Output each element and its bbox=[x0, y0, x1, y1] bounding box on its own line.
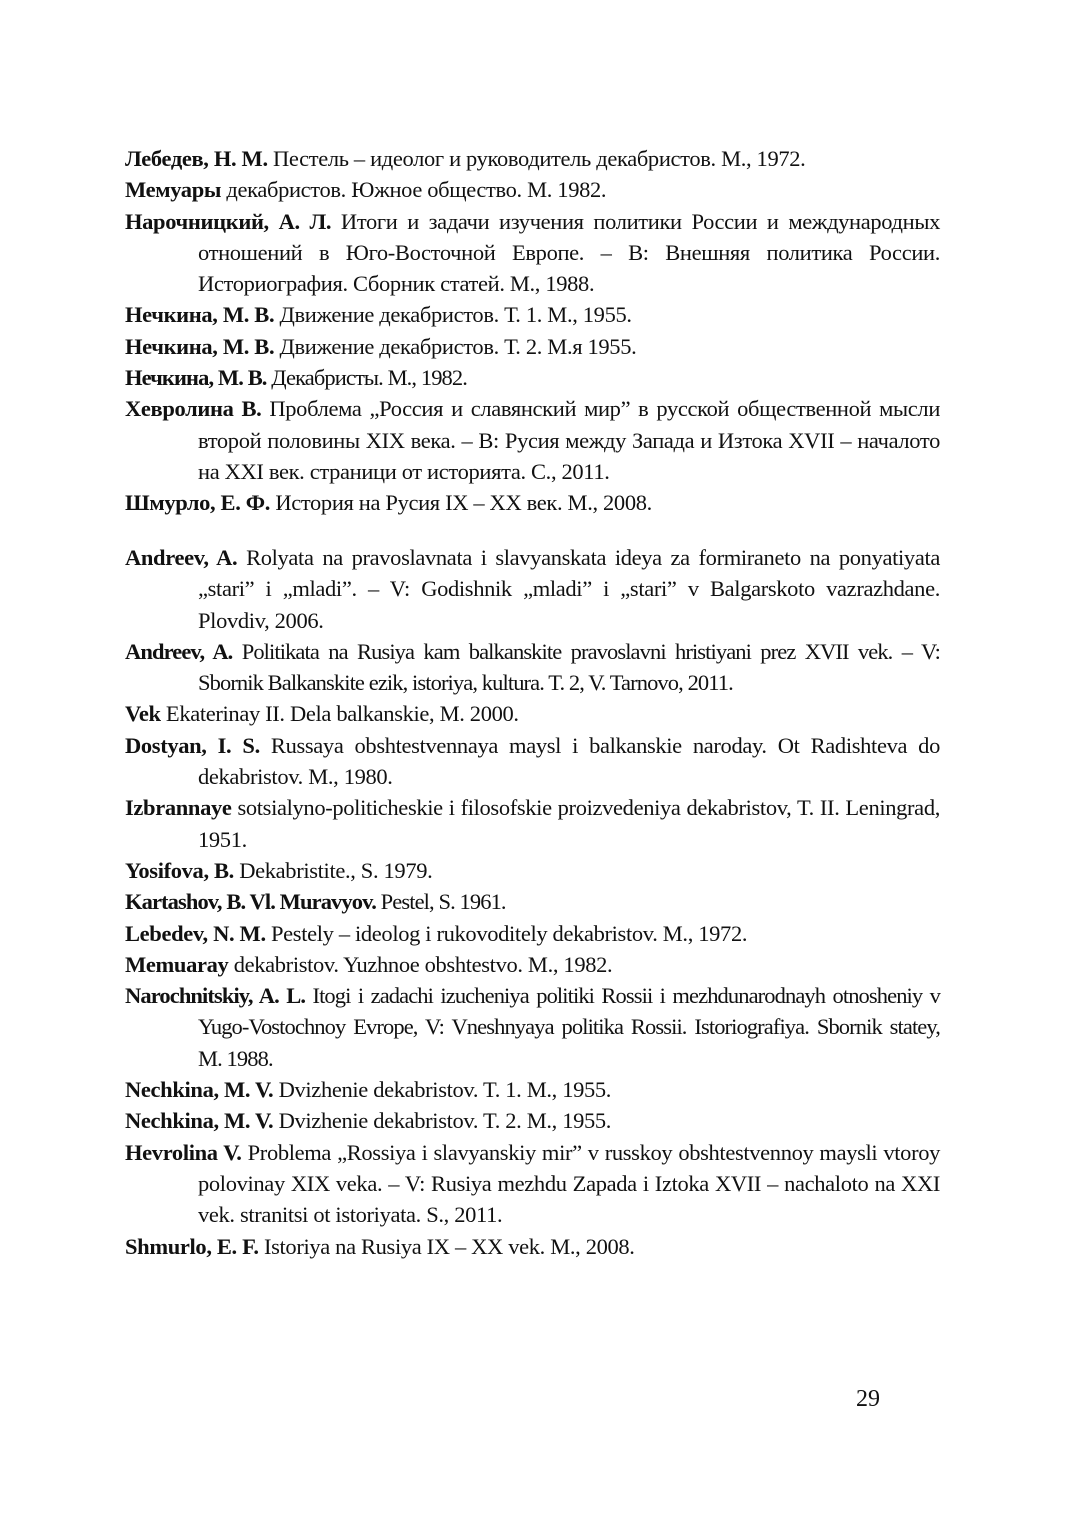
bib-author: Nechkina, M. V. bbox=[125, 1108, 274, 1134]
bib-text: Dvizhenie dekabristov. T. 2. M., 1955. bbox=[278, 1108, 612, 1134]
bib-entry bbox=[125, 918, 940, 949]
bib-entry bbox=[125, 174, 940, 205]
bib-text: Politikata na Rusiya kam balkanskite pravoslavni hristiyani prez XVII vek. – V: Sbornik Balkanskite ezik, istoriya, kultura. T. 2, V. Tarnovo, 2011. bbox=[198, 638, 940, 696]
bib-entry bbox=[125, 636, 940, 699]
bibliography-cyrillic bbox=[125, 143, 940, 519]
bib-entry bbox=[125, 1137, 940, 1231]
bib-entry bbox=[125, 886, 940, 917]
bib-entry bbox=[125, 331, 940, 362]
bib-entry bbox=[125, 393, 940, 487]
bib-author: Memuaray bbox=[125, 951, 229, 977]
bib-author: Лебедев, Н. М. bbox=[125, 146, 268, 171]
bib-author: Нечкина, М. В. bbox=[125, 365, 267, 391]
bib-text: Dekabristite., S. 1979. bbox=[239, 857, 433, 883]
bib-author: Narochnitskiy, A. L. bbox=[125, 983, 306, 1009]
bib-entry bbox=[125, 792, 940, 855]
bib-entry bbox=[125, 1231, 940, 1262]
bib-text: Rolyata na pravoslavnata i slavyanskata ideya za formiraneto na ponyatiyata „stari” i „mladi”. – V: Godishnik „mladi” i „stari” v Balgarskoto vazrazhdane. Plovdiv, 2006. bbox=[198, 545, 940, 633]
bib-text: Движение декабристов. Т. 2. М.я 1955. bbox=[279, 333, 637, 359]
bib-entry bbox=[125, 949, 940, 980]
bib-text: Problema „Rossiya i slavyanskiy mir” v russkoy obshtestvennoy maysli vtoroy polovinay XIX veka. – V: Rusiya mezhdu Zapada i Iztoka XVII – nachaloto na XXI vek. stranitsi ot istoriyata. S., 2011. bbox=[198, 1139, 941, 1228]
bib-author: Hevrolina V. bbox=[125, 1139, 242, 1165]
bib-entry bbox=[125, 698, 940, 729]
bib-author: Izbrannaye bbox=[125, 795, 232, 821]
bib-entry bbox=[125, 1074, 940, 1105]
bib-author: Vek bbox=[125, 701, 161, 727]
page-number: 29 bbox=[856, 1386, 880, 1412]
bib-text: Pestel, S. 1961. bbox=[380, 889, 506, 915]
bib-text: Ekaterinay II. Dela balkanskie, M. 2000. bbox=[165, 701, 519, 727]
bib-author: Шмурло, Е. Ф. bbox=[125, 490, 271, 516]
bib-text: Итоги и задачи изучения политики России и международных отношений в Юго-Восточной Европе. – В: Внешняя политика России. Историография. Сборник статей. М., 1988. bbox=[198, 208, 940, 297]
bib-author: Мемуары bbox=[125, 177, 222, 203]
bib-author: Нечкина, М. В. bbox=[125, 333, 275, 359]
bibliography-latin bbox=[125, 542, 940, 1262]
bib-author: Kartashov, B. Vl. Muravyov. bbox=[125, 889, 376, 915]
bib-entry bbox=[125, 143, 940, 174]
bib-text: Проблема „Россия и славянский мир” в русской общественной мысли второй половины XIX века. – В: Русия между Запада и Изтока XVII – началото на XXI век. страници от историята. С., 2011. bbox=[198, 396, 941, 484]
bib-text: декабристов. Южное общество. М. 1982. bbox=[226, 177, 607, 203]
bib-author: Хевролина В. bbox=[125, 396, 262, 422]
bib-text: Dvizhenie dekabristov. T. 1. M., 1955. bbox=[278, 1077, 612, 1103]
bib-text: dekabristov. Yuzhnoe obshtestvo. M., 1982. bbox=[233, 951, 613, 977]
bib-author: Нечкина, М. В. bbox=[125, 302, 275, 328]
bib-entry bbox=[125, 206, 940, 300]
bib-author: Yosifova, B. bbox=[125, 857, 234, 883]
bib-text: Pestely – ideolog i rukovoditely dekabristov. M., 1972. bbox=[271, 920, 748, 946]
bib-entry bbox=[125, 1105, 940, 1136]
bib-text: Декабристы. М., 1982. bbox=[271, 365, 467, 391]
bib-author: Andreev, A. bbox=[125, 545, 238, 570]
bib-author: Dostyan, I. S. bbox=[125, 732, 260, 758]
bib-text: История на Русия IX – XX век. М., 2008. bbox=[275, 490, 652, 516]
bib-entry bbox=[125, 487, 940, 518]
bib-entry bbox=[125, 855, 940, 886]
bib-text: Russaya obshtestvennaya maysl i balkanskie naroday. Ot Radishteva do dekabristov. M., 1980. bbox=[198, 732, 940, 790]
bib-author: Lebedev, N. M. bbox=[125, 920, 266, 946]
bib-author: Nechkina, M. V. bbox=[125, 1077, 274, 1103]
bib-author: Нарочницкий, А. Л. bbox=[125, 208, 332, 234]
bib-text: sotsialyno-politicheskie i filosofskie proizvedeniya dekabristov, T. II. Leningrad, 1951. bbox=[198, 795, 940, 852]
bib-entry bbox=[125, 362, 940, 393]
bib-text: Istoriya na Rusiya IX – XX vek. M., 2008. bbox=[263, 1233, 635, 1259]
bib-text: Движение декабристов. Т. 1. М., 1955. bbox=[279, 302, 632, 328]
bib-entry bbox=[125, 730, 940, 793]
bib-text: Пестель – идеолог и руководитель декабристов. М., 1972. bbox=[273, 146, 806, 171]
bib-author: Andreev, A. bbox=[125, 638, 233, 664]
bib-entry bbox=[125, 542, 940, 636]
bib-entry bbox=[125, 299, 940, 330]
bib-text: Itogi i zadachi izucheniya politiki Rossii i mezhdunarodnayh otnosheniy v Yugo-Vostochnoy Evrope, V: Vneshnyaya politika Rossii. Istoriografiya. Sbornik statey, M. 1988. bbox=[198, 983, 940, 1071]
bib-author: Shmurlo, E. F. bbox=[125, 1233, 259, 1259]
bib-entry bbox=[125, 980, 940, 1074]
